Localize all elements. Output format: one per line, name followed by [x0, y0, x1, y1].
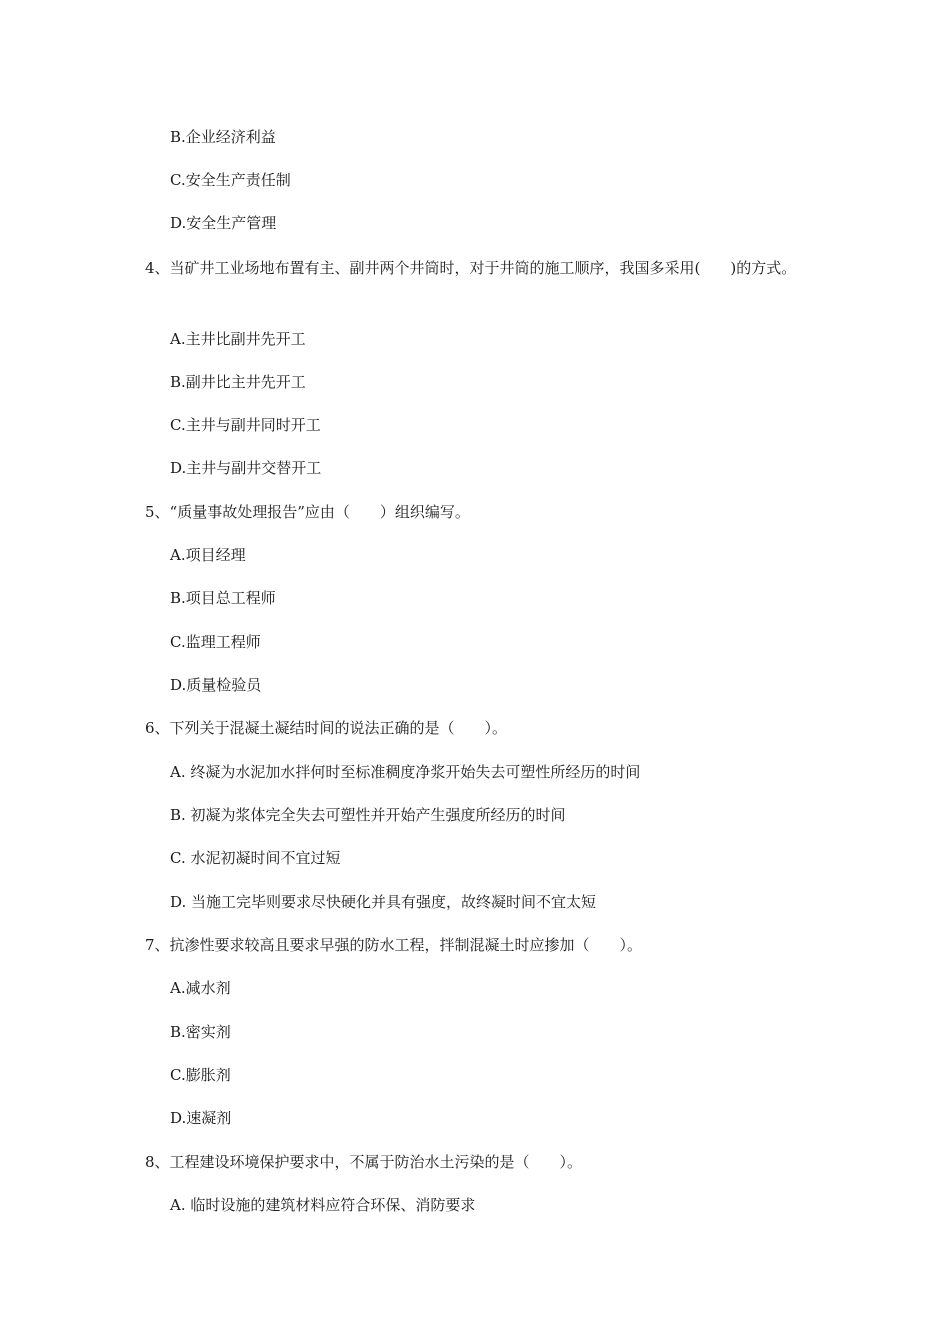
option-4d: D.主井与副井交替开工 — [170, 459, 322, 477]
option-6a: A. 终凝为水泥加水拌何时至标准稠度净浆开始失去可塑性所经历的时间 — [170, 763, 641, 781]
option-6c: C. 水泥初凝时间不宜过短 — [170, 849, 341, 867]
option-5d: D.质量检验员 — [170, 676, 262, 694]
option-7b: B.密实剂 — [170, 1023, 231, 1041]
question-7-stem: 7、抗渗性要求较高且要求早强的防水工程，拌制混凝土时应掺加（ ）。 — [145, 936, 643, 954]
option-6d: D. 当施工完毕则要求尽快硬化并具有强度，故终凝时间不宜太短 — [170, 893, 597, 911]
option-6b: B. 初凝为浆体完全失去可塑性并开始产生强度所经历的时间 — [170, 806, 566, 824]
option-3c: C.安全生产责任制 — [170, 171, 291, 189]
question-8-stem: 8、工程建设环境保护要求中，不属于防治水土污染的是（ ）。 — [145, 1153, 583, 1171]
question-4-stem: 4、当矿井工业场地布置有主、副井两个井筒时，对于井筒的施工顺序，我国多采用( )的方式。 — [145, 259, 797, 277]
option-7d: D.速凝剂 — [170, 1109, 232, 1127]
question-5-stem: 5、“质量事故处理报告”应由（ ）组织编写。 — [145, 503, 470, 521]
option-7c: C.膨胀剂 — [170, 1066, 231, 1084]
option-4a: A.主井比副井先开工 — [170, 330, 306, 348]
option-7a: A.减水剂 — [170, 979, 231, 997]
option-4b: B.副井比主井先开工 — [170, 373, 306, 391]
option-5b: B.项目总工程师 — [170, 589, 276, 607]
question-6-stem: 6、下列关于混凝土凝结时间的说法正确的是（ ）。 — [145, 719, 508, 737]
option-4c: C.主井与副井同时开工 — [170, 416, 321, 434]
option-3b: B.企业经济利益 — [170, 128, 276, 146]
option-5c: C.监理工程师 — [170, 633, 261, 651]
option-3d: D.安全生产管理 — [170, 214, 277, 232]
option-5a: A.项目经理 — [170, 546, 246, 564]
option-8a: A. 临时设施的建筑材料应符合环保、消防要求 — [170, 1196, 476, 1214]
